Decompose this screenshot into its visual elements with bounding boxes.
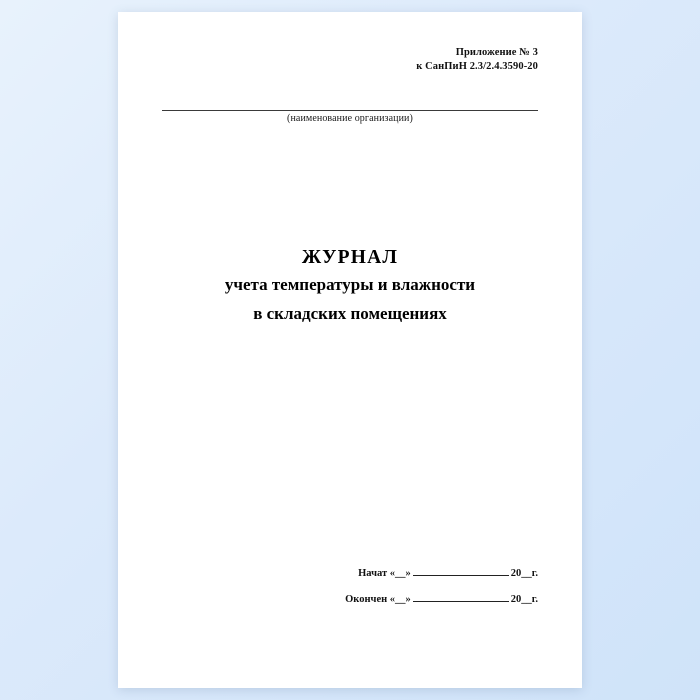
finished-label: Окончен «__» xyxy=(345,594,411,605)
organization-name-rule xyxy=(162,110,538,111)
finished-year: 20__г. xyxy=(510,594,538,605)
finished-blank xyxy=(413,592,509,602)
page-subtitle-line2: в складских помещениях xyxy=(253,303,447,323)
started-line xyxy=(162,566,538,579)
page-subtitle-line1: учета температуры и влажности xyxy=(224,275,476,295)
document-page xyxy=(118,12,582,688)
footer-block xyxy=(162,566,538,618)
finished-line xyxy=(162,592,538,605)
appendix-regulation: к СанПиН 2.3/2.4.3590-20 xyxy=(416,61,538,73)
started-year: 20__г. xyxy=(510,568,538,579)
title-block xyxy=(162,247,538,326)
organization-caption: (наименование организации) xyxy=(287,113,413,125)
page-title: ЖУРНАЛ xyxy=(301,247,399,269)
started-label: Начат «__» xyxy=(358,568,411,579)
appendix-number: Приложение № 3 xyxy=(455,47,538,58)
appendix-reference xyxy=(162,46,538,74)
organization-block xyxy=(162,110,538,124)
started-blank xyxy=(413,566,509,576)
